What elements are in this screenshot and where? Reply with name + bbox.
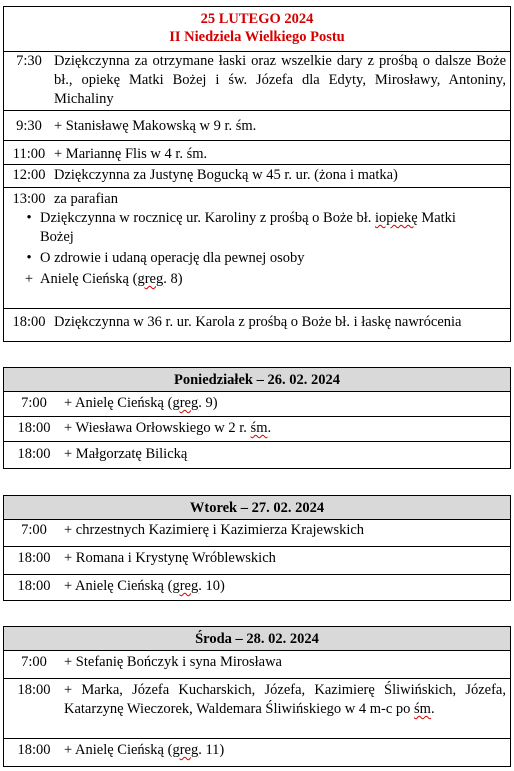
list-item: + Anielę Cieńską (greg. 8) [18, 270, 510, 289]
mass-row [4, 547, 510, 575]
tuesday-schedule-table [3, 495, 511, 601]
sunday-title: II Niedziela Wielkiego Postu [169, 29, 345, 45]
mass-row [4, 442, 510, 468]
mass-time: 18:00 [17, 742, 51, 758]
mass-row [4, 111, 510, 141]
mass-time: 18:00 [12, 314, 46, 330]
mass-time: 18:00 [17, 420, 51, 436]
mass-time: 18:00 [17, 550, 51, 566]
mass-row [4, 309, 510, 349]
mass-time: 7:30 [16, 53, 42, 69]
sunday-header [4, 7, 510, 52]
wednesday-header: Środa – 28. 02. 2024 [4, 627, 510, 651]
mass-time: 18:00 [17, 682, 51, 698]
mass-row: 18:00 + Wiesława Orłowskiego w 2 r. śm. [4, 417, 510, 442]
mass-intention: + Stanisławę Makowską w 9 r. śm. [54, 118, 257, 134]
mass-row [4, 165, 510, 188]
mass-time: 18:00 [17, 446, 51, 462]
list-item-text: O zdrowie i udaną operację dla pewnej osoby [40, 250, 305, 266]
mass-row [4, 188, 510, 309]
tuesday-header: Wtorek – 27. 02. 2024 [4, 496, 510, 520]
mass-row: 18:00 + Marka, Józefa Kucharskich, Józefa, Kazimierę Śliwińskich, Józefa, Katarzynę Wieczorek, Waldemara Śliwińskiego w 4 m-c po śm. [4, 679, 510, 739]
plus-icon: + [24, 271, 34, 287]
mass-row [4, 520, 510, 547]
mass-time: 9:30 [16, 118, 42, 134]
mass-row: 18:00 + Anielę Cieńską (greg. 10) [4, 575, 510, 601]
mass-row [4, 52, 510, 111]
mass-row [4, 141, 510, 165]
wednesday-schedule-table [3, 626, 511, 767]
mass-row: 7:00 + Anielę Cieńską (greg. 9) [4, 392, 510, 417]
mass-time: 11:00 [12, 146, 46, 162]
mass-row [4, 651, 510, 679]
list-item [18, 249, 510, 268]
mass-time: 12:00 [12, 167, 46, 183]
mass-intention: + Mariannę Flis w 4 r. śm. [54, 146, 208, 162]
bullet-icon: • [26, 250, 32, 266]
mass-intention: Dziękczynna za Justynę Bogucką w 45 r. ur. (żona i matka) [54, 167, 398, 183]
mass-intention: + Romana i Krystynę Wróblewskich [64, 550, 276, 566]
mass-time: 7:00 [21, 522, 47, 538]
mass-intention: Dziękczynna w 36 r. ur. Karola z prośbą o Boże bł. i łaskę nawrócenia [54, 314, 462, 330]
mass-row: 18:00 + Anielę Cieńską (greg. 11) [4, 739, 510, 766]
mass-intention: + Małgorzatę Bilicką [64, 446, 188, 462]
mass-intention: Dziękczynna za otrzymane łaski oraz wszelkie dary z prośbą o dalsze Boże bł., opiekę Matki Bożej i św. Józefa dla Edyty, Mirosławy, Antoniny, Michaliny [54, 53, 506, 107]
sunday-date: 25 LUTEGO 2024 [200, 11, 314, 27]
mass-time: 18:00 [17, 578, 51, 594]
intention-list [4, 209, 510, 289]
bullet-icon: • [26, 210, 32, 226]
mass-intention: + chrzestnych Kazimierę i Kazimierza Krajewskich [64, 522, 365, 538]
monday-header: Poniedziałek – 26. 02. 2024 [4, 368, 510, 392]
list-item: • Dziękczynna w rocznicę ur. Karoliny z prośbą o Boże bł. iopiekę Matki Bożej [18, 209, 510, 247]
mass-intention: + Stefanię Bończyk i syna Mirosława [64, 654, 282, 670]
mass-time: 7:00 [21, 654, 47, 670]
monday-schedule-table [3, 367, 511, 469]
mass-intention: za parafian [54, 191, 118, 207]
mass-time: 7:00 [21, 395, 47, 411]
mass-time: 13:00 [12, 191, 46, 207]
sunday-schedule-table [3, 6, 511, 342]
